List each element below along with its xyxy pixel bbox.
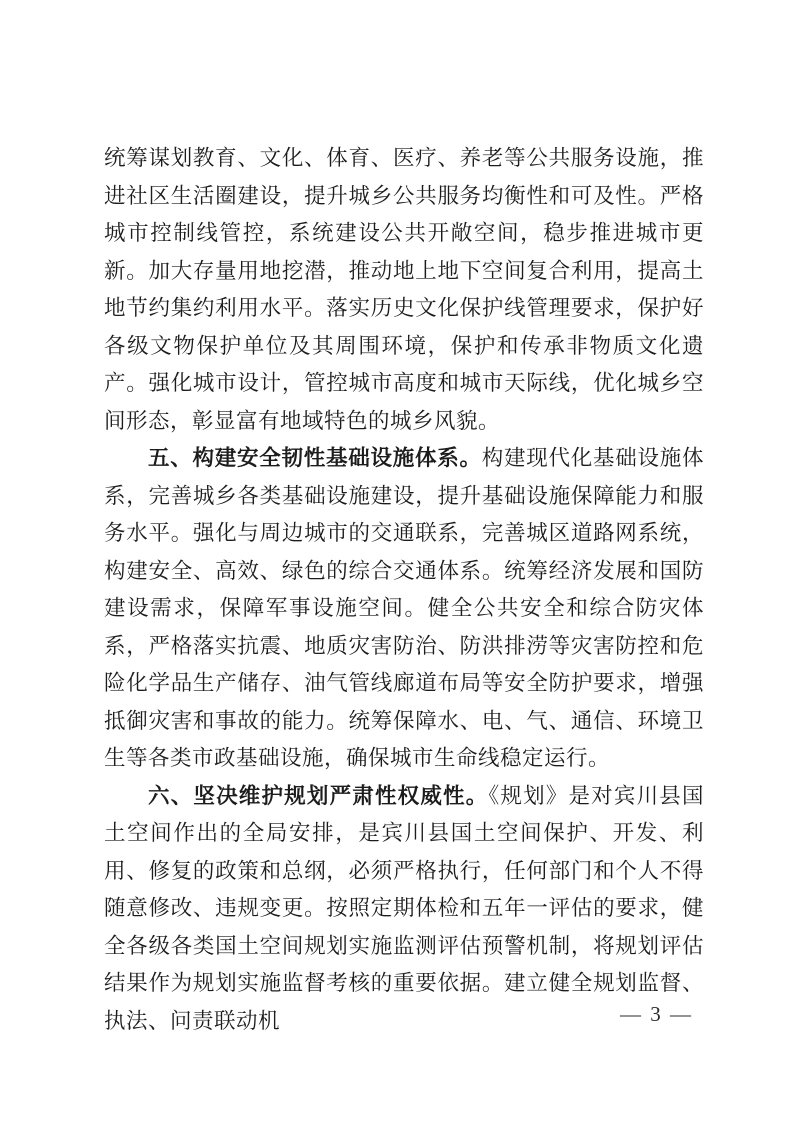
document-body	[104, 140, 704, 1040]
page-number: — 3 —	[620, 1002, 693, 1026]
paragraph-section-5	[104, 440, 704, 778]
paragraph-continuation	[104, 140, 704, 440]
paragraph-section-6	[104, 778, 704, 1041]
section-heading: 六、坚决维护规划严肃性权威性。	[148, 783, 489, 808]
section-heading: 五、构建安全韧性基础设施体系。	[148, 446, 482, 470]
paragraph-text: 《规划》是对宾川县国土空间作出的全局安排，是宾川县国土空间保护、开发、利用、修复的政策和总纲，必须严格执行，任何部门和个人不得随意修改、违规变更。按照定期体检和五年一评估的要求，健全各级各类国土空间规划实施监测评估预警机制，将规划评估结果作为规划实施监督考核的重要依据。建立健全规划监督、执法、问责联动机	[104, 783, 704, 1033]
paragraph-text: 统筹谋划教育、文化、体育、医疗、养老等公共服务设施，推进社区生活圈建设，提升城乡公共服务均衡性和可及性。严格城市控制线管控，系统建设公共开敞空间，稳步推进城市更新。加大存量用地挖潜，推动地上地下空间复合利用，提高土地节约集约利用水平。落实历史文化保护线管理要求，保护好各级文物保护单位及其周围环境，保护和传承非物质文化遗产。强化城市设计，管控城市高度和城市天际线，优化城乡空间形态，彰显富有地域特色的城乡风貌。	[104, 146, 704, 433]
paragraph-text: 构建现代化基础设施体系，完善城乡各类基础设施建设，提升基础设施保障能力和服务水平。强化与周边城市的交通联系，完善城区道路网系统，构建安全、高效、绿色的综合交通体系。统筹经济发展和国防建设需求，保障军事设施空间。健全公共安全和综合防灾体系，严格落实抗震、地质灾害防治、防洪排涝等灾害防控和危险化学品生产储存、油气管线廊道布局等安全防护要求，增强抵御灾害和事故的能力。统筹保障水、电、气、通信、环境卫生等各类市政基础设施，确保城市生命线稳定运行。	[104, 446, 704, 770]
